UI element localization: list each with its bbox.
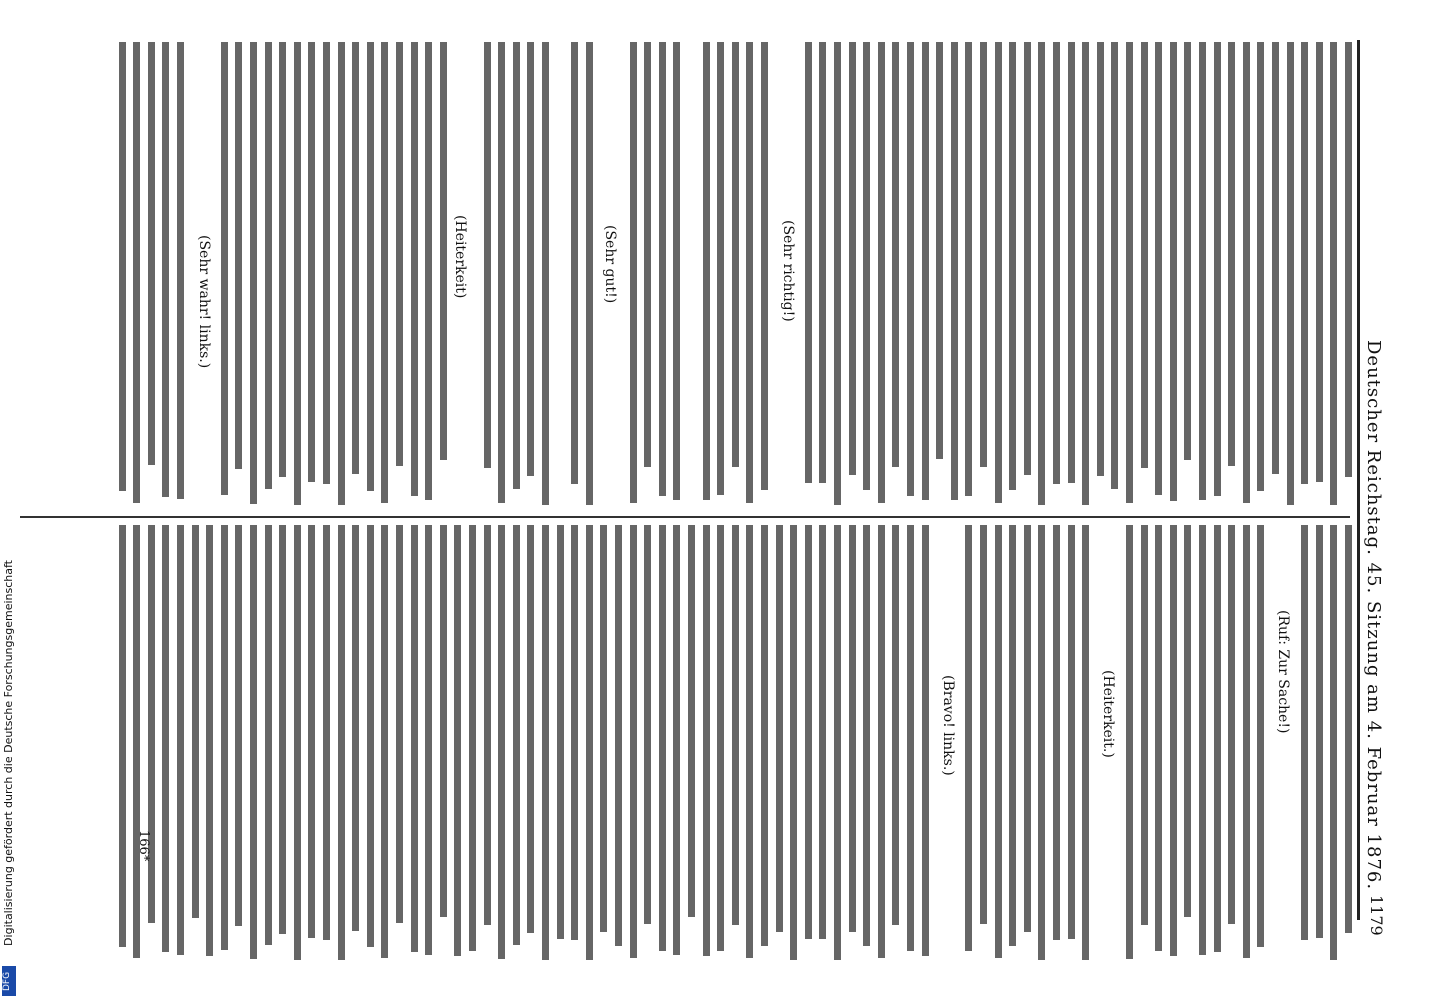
text-line [1038,525,1045,960]
text-line [1214,42,1221,496]
text-line [527,525,534,933]
text-line [484,525,491,925]
text-line [1053,42,1060,484]
text-line [922,42,929,500]
text-line [1316,42,1323,482]
text-line [279,42,286,477]
text-line [630,525,637,958]
text-line [1097,42,1104,476]
text-line [1082,42,1089,505]
text-line [513,525,520,945]
text-line [338,525,345,960]
text-line [761,525,768,946]
text-line [834,525,841,960]
remark: (Heiterkeit.) [1100,670,1116,758]
text-line [294,42,301,505]
text-line [1024,525,1031,932]
text-line [148,525,155,923]
text-line [250,525,257,959]
text-line [1068,525,1075,939]
text-line [1257,525,1264,947]
text-line [440,42,447,460]
text-line [688,525,695,917]
text-line [1301,525,1308,940]
text-line [1243,42,1250,503]
text-line [308,525,315,938]
text-line [279,525,286,934]
text-line [1345,525,1352,933]
text-line [790,525,797,960]
text-line [1228,525,1235,924]
text-line [1170,525,1177,956]
remark: (Sehr wahr! links.) [196,235,212,369]
text-line [1126,42,1133,503]
text-line [1228,42,1235,466]
text-line [1170,42,1177,501]
text-line [1330,42,1337,505]
text-line [586,42,593,505]
text-line [600,525,607,932]
signature-mark: 166* [136,830,151,862]
text-line [1126,525,1133,959]
text-line [1009,525,1016,946]
text-line [1243,525,1250,958]
text-line [162,525,169,952]
text-line [732,42,739,467]
remark: (Sehr gut!) [602,225,618,304]
text-line [265,42,272,489]
text-line [1214,525,1221,952]
text-line [717,525,724,951]
text-line [411,42,418,496]
text-line [1141,525,1148,925]
text-line [367,42,374,491]
text-line [703,525,710,956]
text-line [805,525,812,939]
text-line [1199,42,1206,500]
text-line [235,42,242,469]
text-line [484,42,491,468]
text-line [834,42,841,505]
text-line [673,525,680,955]
text-line [1155,525,1162,951]
text-line [1024,42,1031,475]
footer-credit: Digitalisierung gefördert durch die Deutsche Forschungsgemeinschaft [2,560,15,946]
text-line [425,525,432,955]
text-line [659,42,666,496]
text-line [1330,525,1337,960]
text-line [1111,42,1118,489]
text-line [878,42,885,503]
text-line [922,525,929,956]
text-line [980,42,987,467]
remark: (Bravo! links.) [940,675,956,776]
text-line [294,525,301,960]
page-title: Deutscher Reichstag. 45. Sitzung am 4. Februar 1876. [1363,340,1384,891]
text-line [469,525,476,951]
text-line [352,525,359,931]
text-line [323,525,330,940]
text-line [995,525,1002,958]
remark: (Sehr richtig!) [780,220,796,322]
text-line [849,525,856,932]
text-line [965,42,972,496]
text-line [338,42,345,505]
text-line [454,525,461,956]
text-line [1053,525,1060,940]
text-line [746,525,753,958]
text-line [235,525,242,926]
text-line [148,42,155,465]
text-line [936,42,943,459]
column-separator [20,516,1350,518]
text-line [498,42,505,503]
text-line [133,42,140,503]
page-header [1357,40,1411,936]
text-line [1141,42,1148,468]
text-line [1257,42,1264,491]
text-line [644,525,651,924]
text-line [1316,525,1323,938]
text-line [805,42,812,483]
text-line [863,525,870,946]
text-line [119,525,126,947]
text-line [717,42,724,495]
text-line [644,42,651,467]
dfg-logo: DFG [2,966,16,996]
text-line [192,525,199,918]
text-line [206,525,213,956]
text-line [527,42,534,476]
page-number: 1179 [1367,895,1386,936]
text-line [819,525,826,939]
text-line [1082,525,1089,960]
text-line [119,42,126,491]
text-line [542,42,549,505]
text-line [221,525,228,950]
text-line [907,42,914,496]
text-line [878,525,885,958]
text-line [425,42,432,500]
text-line [571,525,578,940]
text-line [673,42,680,500]
text-line [615,525,622,946]
text-line [980,525,987,924]
text-line [907,525,914,951]
text-line [177,525,184,955]
text-line [1068,42,1075,483]
text-line [776,525,783,932]
text-line [162,42,169,497]
text-line [1184,42,1191,460]
text-line [542,525,549,960]
text-line [892,42,899,467]
text-line [819,42,826,483]
text-line [863,42,870,490]
text-line [396,42,403,466]
text-line [849,42,856,475]
text-line [133,525,140,958]
text-line [1038,42,1045,505]
text-line [381,525,388,958]
text-line [498,525,505,959]
text-line [513,42,520,489]
text-line [177,42,184,499]
text-line [308,42,315,482]
remark: (Heiterkeit) [452,215,468,299]
text-line [367,525,374,947]
text-line [396,525,403,923]
text-line [659,525,666,951]
header-rule [1357,40,1360,920]
text-line [323,42,330,484]
text-line [250,42,257,504]
text-line [586,525,593,960]
text-line [703,42,710,500]
text-line [995,42,1002,503]
text-line [951,42,958,500]
text-line [1301,42,1308,484]
text-line [1199,525,1206,955]
text-line [1287,42,1294,505]
text-line [571,42,578,484]
text-line [265,525,272,945]
text-line [352,42,359,474]
text-line [381,42,388,503]
text-line [1009,42,1016,490]
text-line [630,42,637,503]
text-line [746,42,753,503]
text-line [557,525,564,939]
text-line [732,525,739,925]
text-line [440,525,447,917]
text-line [1272,42,1279,474]
text-line [1184,525,1191,917]
remark: (Ruf: Zur Sache!) [1275,610,1291,734]
text-line [761,42,768,490]
text-line [1155,42,1162,495]
text-line [1345,42,1352,477]
text-line [965,525,972,951]
text-line [411,525,418,952]
text-line [892,525,899,925]
text-line [221,42,228,495]
